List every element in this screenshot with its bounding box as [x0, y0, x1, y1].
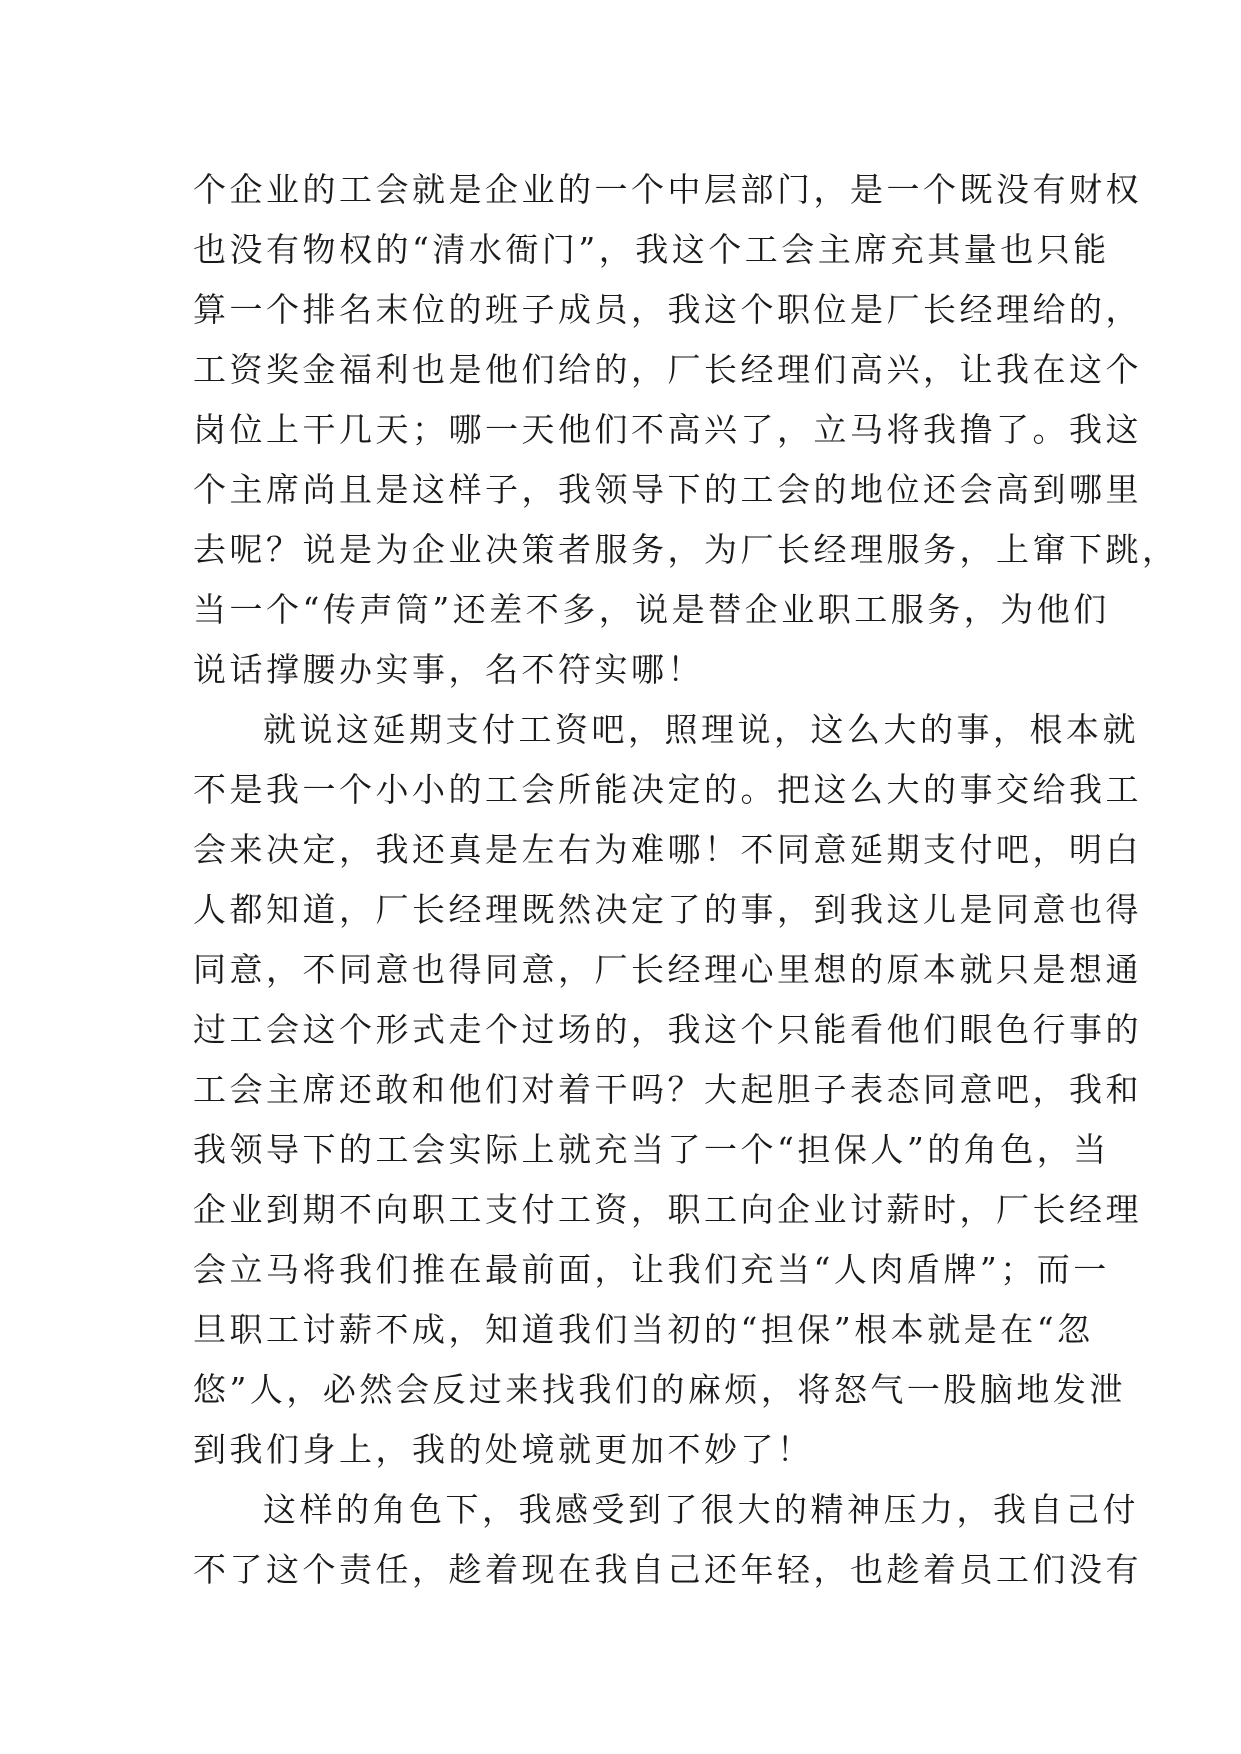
text-line: 同意，不同意也得同意，厂长经理心里想的原本就只是想通: [193, 950, 1142, 989]
text-line: 人都知道，厂长经理既然决定了的事，到我这儿是同意也得: [193, 890, 1142, 929]
text-line: 企业到期不向职工支付工资，职工向企业讨薪时，厂长经理: [193, 1190, 1142, 1229]
text-line: 会来决定，我还真是左右为难哪！不同意延期支付吧，明白: [193, 830, 1142, 869]
text-line: 就说这延期支付工资吧，照理说，这么大的事，根本就: [263, 710, 1139, 749]
text-line: 到我们身上，我的处境就更加不妙了！: [193, 1430, 814, 1469]
text-line: 会立马将我们推在最前面，让我们充当“人肉盾牌”；而一: [193, 1250, 1110, 1289]
text-line: 说话撑腰办实事，名不符实哪！: [193, 650, 704, 689]
text-line: 工资奖金福利也是他们给的，厂长经理们高兴，让我在这个: [193, 350, 1142, 389]
text-line: 旦职工讨薪不成，知道我们当初的“担保”根本就是在“忽: [193, 1310, 1094, 1349]
text-line: 个企业的工会就是企业的一个中层部门，是一个既没有财权: [193, 170, 1142, 209]
text-line: 工会主席还敢和他们对着干吗？大起胆子表态同意吧，我和: [193, 1070, 1142, 1109]
text-line: 也没有物权的“清水衙门”，我这个工会主席充其量也只能: [193, 230, 1110, 269]
text-line: 悠”人，必然会反过来找我们的麻烦，将怒气一股脑地发泄: [193, 1370, 1126, 1409]
paragraph-3: [193, 1480, 1142, 1600]
text-line: 过工会这个形式走个过场的，我这个只能看他们眼色行事的: [193, 1010, 1142, 1049]
text-line: 不是我一个小小的工会所能决定的。把这么大的事交给我工: [193, 770, 1142, 809]
text-line: 去呢？说是为企业决策者服务，为厂长经理服务，上窜下跳，: [193, 530, 1179, 569]
text-line: 我领导下的工会实际上就充当了一个“担保人”的角色，当: [193, 1130, 1110, 1169]
paragraph-2: [193, 700, 1142, 1480]
body-text: [193, 160, 1179, 1600]
text-line: 这样的角色下，我感受到了很大的精神压力，我自己付: [263, 1490, 1139, 1529]
text-line: 算一个排名末位的班子成员，我这个职位是厂长经理给的，: [193, 290, 1142, 329]
text-line: 当一个“传声筒”还差不多，说是替企业职工服务，为他们: [193, 590, 1110, 629]
text-line: 不了这个责任，趁着现在我自己还年轻，也趁着员工们没有: [193, 1550, 1142, 1589]
text-line: 个主席尚且是这样子，我领导下的工会的地位还会高到哪里: [193, 470, 1142, 509]
text-line: 岗位上干几天；哪一天他们不高兴了，立马将我撸了。我这: [193, 410, 1142, 449]
paragraph-1: [193, 160, 1179, 700]
